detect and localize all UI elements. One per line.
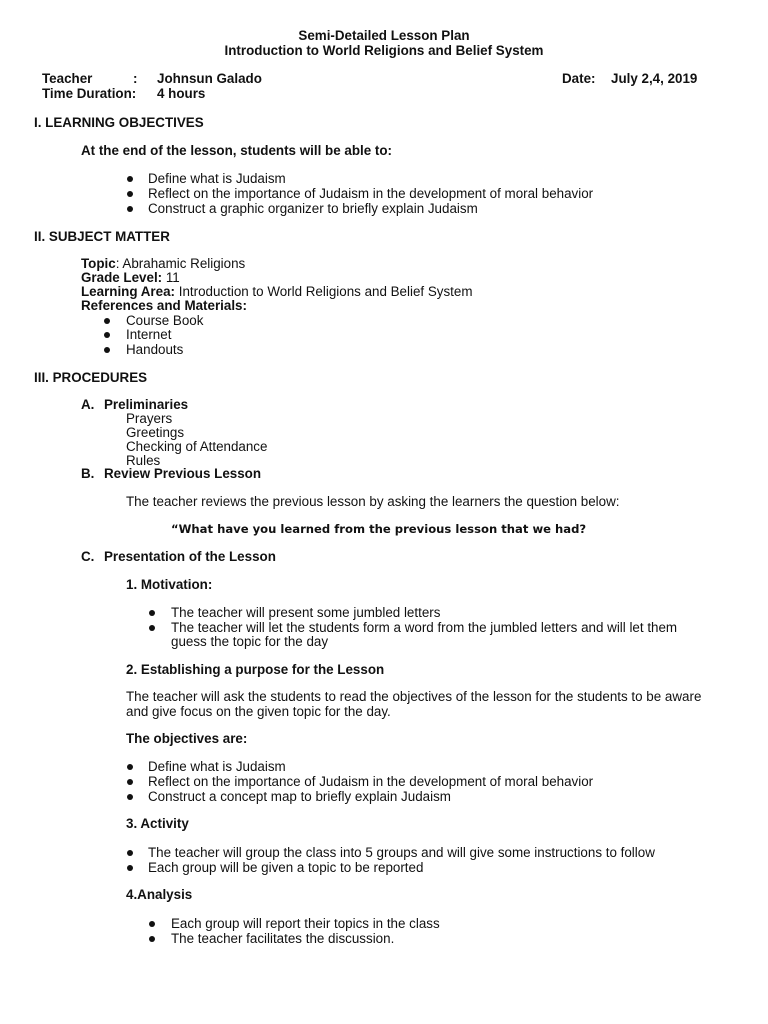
- bullet-icon: [127, 779, 133, 785]
- motivation-title: 1. Motivation:: [126, 577, 213, 592]
- section-heading-subject: II. SUBJECT MATTER: [34, 229, 170, 244]
- teacher-colon: :: [133, 71, 138, 86]
- section-heading-objectives: I. LEARNING OBJECTIVES: [34, 115, 204, 130]
- list-item: Greetings: [126, 425, 185, 440]
- subsection-a-title: Preliminaries: [104, 397, 189, 412]
- bullet-icon: [127, 850, 133, 856]
- list-item: Reflect on the importance of Judaism in the development of moral behavior: [148, 186, 594, 201]
- bullet-icon: [149, 921, 155, 927]
- learning-area-value: Introduction to World Religions and Belief System: [175, 284, 473, 299]
- list-item: Construct a graphic organizer to briefly explain Judaism: [148, 201, 478, 216]
- subsection-c-label: C.: [81, 549, 95, 564]
- bullet-icon: [149, 610, 155, 616]
- grade-line: [81, 270, 180, 285]
- list-item: Construct a concept map to briefly explain Judaism: [148, 789, 451, 804]
- grade-value: 11: [162, 270, 180, 285]
- section-heading-procedures: III. PROCEDURES: [34, 370, 148, 385]
- list-item: Checking of Attendance: [126, 439, 268, 454]
- subsection-b-label: B.: [81, 466, 95, 481]
- document-subtitle: Introduction to World Religions and Belief System: [224, 43, 544, 58]
- list-item: Define what is Judaism: [148, 759, 286, 774]
- learning-area-label: Learning Area:: [81, 284, 176, 299]
- references-label: References and Materials:: [81, 298, 247, 313]
- teacher-label: Teacher: [42, 71, 93, 86]
- topic-label: Topic: [81, 256, 116, 271]
- purpose-title: 2. Establishing a purpose for the Lesson: [126, 662, 385, 677]
- document-title: Semi-Detailed Lesson Plan: [298, 28, 470, 43]
- date-label: Date:: [562, 71, 596, 86]
- subsection-b-title: Review Previous Lesson: [104, 466, 262, 481]
- list-item: The teacher will present some jumbled letters: [171, 605, 441, 620]
- list-item: Handouts: [126, 342, 184, 357]
- list-item-continuation: guess the topic for the day: [171, 634, 329, 649]
- subsection-c-title: Presentation of the Lesson: [104, 549, 276, 564]
- list-item: Course Book: [126, 313, 204, 328]
- learning-area-line: [81, 284, 473, 299]
- bullet-icon: [127, 865, 133, 871]
- list-item: Prayers: [126, 411, 173, 426]
- bullet-icon: [104, 318, 110, 324]
- bullet-icon: [127, 206, 133, 212]
- analysis-title: 4.Analysis: [126, 887, 193, 902]
- review-question: “What have you learned from the previous lesson that we had?: [171, 522, 587, 536]
- list-item: The teacher will group the class into 5 groups and will give some instructions to follow: [148, 845, 655, 860]
- duration-value: 4 hours: [157, 86, 206, 101]
- bullet-icon: [104, 347, 110, 353]
- bullet-icon: [127, 764, 133, 770]
- purpose-text-line-1: The teacher will ask the students to read the objectives of the lesson for the students to be aware: [126, 689, 702, 704]
- list-item: Each group will report their topics in the class: [171, 916, 440, 931]
- review-text: The teacher reviews the previous lesson by asking the learners the question below:: [126, 494, 620, 509]
- bullet-icon: [149, 936, 155, 942]
- list-item: The teacher will let the students form a word from the jumbled letters and will let them: [171, 620, 678, 635]
- list-item: Rules: [126, 453, 161, 468]
- list-item: The teacher facilitates the discussion.: [171, 931, 395, 946]
- list-item: Each group will be given a topic to be reported: [148, 860, 424, 875]
- list-item: Define what is Judaism: [148, 171, 286, 186]
- objectives-are-title: The objectives are:: [126, 731, 248, 746]
- activity-title: 3. Activity: [126, 816, 189, 831]
- objectives-intro: At the end of the lesson, students will be able to:: [81, 143, 392, 158]
- bullet-icon: [104, 332, 110, 338]
- purpose-text-line-2: and give focus on the given topic for the day.: [126, 704, 391, 719]
- topic-value: : Abrahamic Religions: [115, 256, 246, 271]
- duration-label: Time Duration:: [42, 86, 137, 101]
- list-item: Internet: [126, 327, 172, 342]
- grade-label: Grade Level:: [81, 270, 163, 285]
- bullet-icon: [149, 625, 155, 631]
- bullet-icon: [127, 176, 133, 182]
- teacher-value: Johnsun Galado: [157, 71, 262, 86]
- date-value: July 2,4, 2019: [611, 71, 698, 86]
- subsection-a-label: A.: [81, 397, 95, 412]
- bullet-icon: [127, 794, 133, 800]
- bullet-icon: [127, 191, 133, 197]
- topic-line: [81, 256, 245, 271]
- list-item: Reflect on the importance of Judaism in the development of moral behavior: [148, 774, 594, 789]
